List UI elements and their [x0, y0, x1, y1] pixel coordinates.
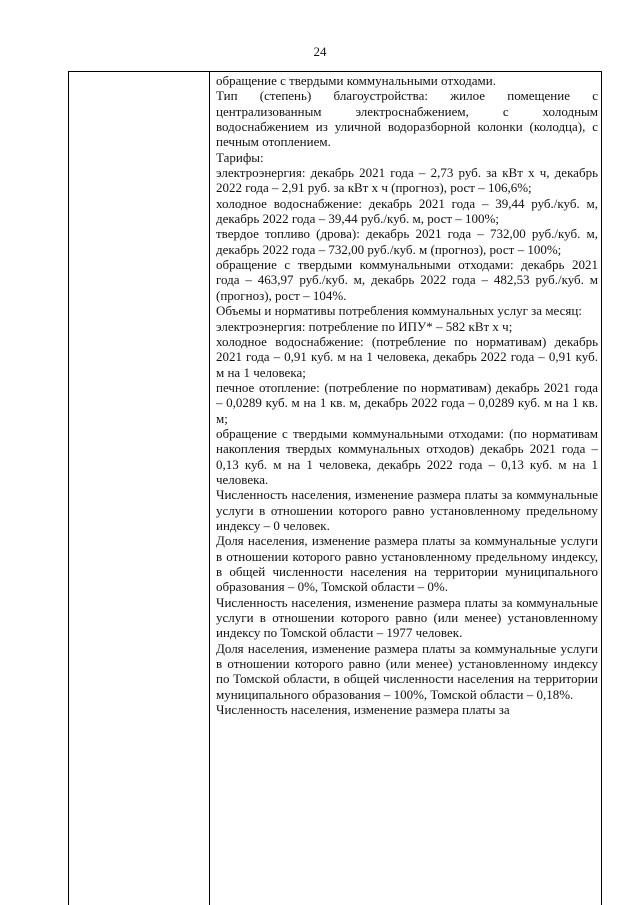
document-table — [68, 71, 602, 905]
table-left-column — [69, 72, 210, 905]
table-right-column — [216, 73, 598, 717]
paragraph: Численность населения, изменение размера платы за коммунальные услуги в отношении которого равно (или менее) установленному индексу по Томской области – 1977 человек. — [216, 594, 598, 641]
paragraph: Тарифы: — [216, 149, 264, 165]
paragraph: Численность населения, изменение размера платы за — [216, 702, 510, 718]
paragraph: Доля населения, изменение размера платы за коммунальные услуги в отношении которого равно установленному предельному индексу, в общей численности населения на территории муниципального образования – 0%, Томской области – 0%. — [216, 533, 598, 595]
paragraph: холодное водоснабжение: декабрь 2021 года – 39,44 руб./куб. м, декабрь 2022 года – 39,44 руб./куб. м, рост – 100%; — [216, 195, 598, 227]
paragraph: электроэнергия: потребление по ИПУ* – 582 кВт х ч; — [216, 318, 513, 334]
paragraph: электроэнергия: декабрь 2021 года – 2,73 руб. за кВт х ч, декабрь 2022 года – 2,91 руб. за кВт х ч (прогноз), рост – 106,6%; — [216, 165, 598, 196]
paragraph: обращение с твердыми коммунальными отходами: декабрь 2021 года – 463,97 руб./куб. м, декабрь 2022 года – 482,53 руб./куб. м (прогноз), рост – 104%. — [216, 257, 598, 303]
paragraph: обращение с твердыми коммунальными отходами: (по нормативам накопления твердых коммунальных отходов) декабрь 2021 года – 0,13 куб. м на 1 человека, декабрь 2022 года – 0,13 куб. м на 1 человека. — [216, 425, 598, 487]
page-number: 24 — [313, 44, 327, 59]
paragraph: обращение с твердыми коммунальными отходами. — [216, 73, 496, 88]
paragraph: Доля населения, изменение размера платы за коммунальные услуги в отношении которого равно (или менее) установленному индексу по Томской области, в общей численности населения на территории муниципального образования – 100%, Томской области – 0,18%. — [216, 640, 598, 702]
paragraph: твердое топливо (дрова): декабрь 2021 года – 732,00 руб./куб. м, декабрь 2022 года – 732,00 руб./куб. м (прогноз), рост – 100%; — [216, 226, 598, 257]
paragraph: Численность населения, изменение размера платы за коммунальные услуги в отношении которого равно установленному предельному индексу – 0 человек. — [216, 487, 598, 533]
paragraph: холодное водоснабжение: (потребление по нормативам) декабрь 2021 года – 0,91 куб. м на 1 человека, декабрь 2022 года – 0,91 куб. м на 1 человека; — [216, 333, 598, 380]
paragraph: печное отопление: (потребление по нормативам) декабрь 2021 года – 0,0289 куб. м на 1 кв. м, декабрь 2022 года – 0,0289 куб. м на 1 кв. м; — [216, 379, 598, 426]
paragraph: Тип (степень) благоустройства: жилое помещение с централизованным электроснабжением, с холодным водоснабжением из уличной водоразборной колонки (колодца), с печным отоплением. — [216, 88, 598, 150]
paragraph: Объемы и нормативы потребления коммунальных услуг за месяц: — [216, 303, 582, 319]
